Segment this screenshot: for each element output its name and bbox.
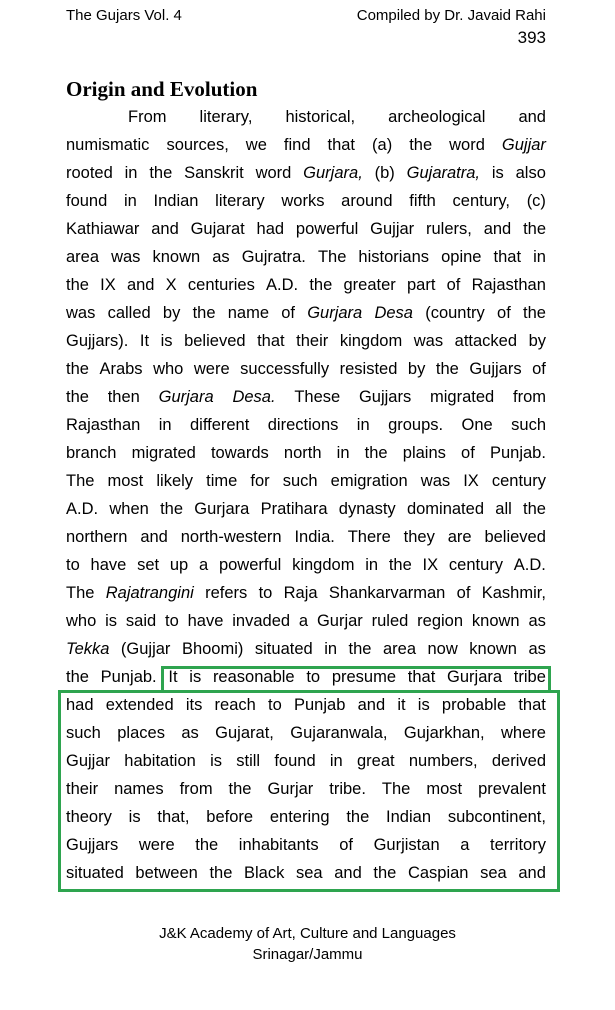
word: also xyxy=(515,164,546,182)
word: ruled xyxy=(371,612,409,630)
header-book-title: The Gujars Vol. 4 xyxy=(66,7,182,24)
word: Gujjar xyxy=(66,752,111,770)
text-line xyxy=(66,215,546,243)
word: Gujjar xyxy=(501,136,546,154)
word: known xyxy=(152,248,201,266)
word: numbers, xyxy=(408,752,478,770)
word: the xyxy=(66,388,89,406)
word: said xyxy=(125,612,157,630)
word: up xyxy=(169,556,189,574)
word: known xyxy=(469,640,517,658)
word: was xyxy=(420,472,451,490)
word: in xyxy=(336,444,350,462)
word: entering xyxy=(269,808,330,826)
word: Gujjars). xyxy=(66,332,129,350)
word: north-western xyxy=(180,528,282,546)
word: in xyxy=(365,556,379,574)
word: set xyxy=(137,556,160,574)
word: have xyxy=(187,612,224,630)
word: and xyxy=(140,528,168,546)
word: rulers, xyxy=(426,220,472,238)
word: from xyxy=(513,388,546,406)
word: who xyxy=(66,612,97,630)
text-line xyxy=(66,859,546,887)
word: and xyxy=(334,864,362,882)
text-line xyxy=(66,635,546,663)
text-line xyxy=(66,187,546,215)
word: around xyxy=(341,192,393,210)
word: kingdom xyxy=(292,556,355,574)
text-line xyxy=(66,467,546,495)
word: Shankarvarman xyxy=(328,584,446,602)
word: that xyxy=(327,136,356,154)
word: Desa. xyxy=(232,388,276,406)
word: region xyxy=(417,612,464,630)
word: Kathiawar xyxy=(66,220,140,238)
word: the xyxy=(346,808,370,826)
word: by xyxy=(407,360,426,378)
word: branch xyxy=(66,444,117,462)
word: the xyxy=(66,360,89,378)
word: refers xyxy=(205,584,248,602)
word: powerful xyxy=(295,220,359,238)
word: works xyxy=(281,192,325,210)
text-line xyxy=(66,523,546,551)
word: we xyxy=(245,136,267,154)
word: the xyxy=(66,668,89,686)
word: and xyxy=(126,276,155,294)
word: the xyxy=(149,164,173,182)
word: numismatic xyxy=(66,136,150,154)
word: as xyxy=(212,248,230,266)
text-line xyxy=(66,103,546,131)
word: in xyxy=(356,416,370,434)
word: Desa xyxy=(374,304,413,322)
word: of xyxy=(532,360,546,378)
word: the xyxy=(523,500,546,518)
word: in xyxy=(329,752,343,770)
word: It xyxy=(168,668,178,686)
word: word xyxy=(255,164,292,182)
word: The xyxy=(317,248,347,266)
word: extended xyxy=(105,696,174,714)
word: and xyxy=(357,696,386,714)
text-line xyxy=(66,495,546,523)
word: Gujjars xyxy=(358,388,412,406)
word: century xyxy=(448,556,503,574)
word: From xyxy=(128,108,167,126)
word: such xyxy=(282,472,318,490)
word: in xyxy=(158,416,172,434)
word: resisted xyxy=(339,360,398,378)
word: still xyxy=(236,752,261,770)
word: the xyxy=(435,360,459,378)
word: situated xyxy=(254,640,313,658)
word: the xyxy=(192,304,216,322)
word: believed xyxy=(184,332,246,350)
word: was xyxy=(111,248,141,266)
word: a xyxy=(298,612,309,630)
text-line xyxy=(66,383,546,411)
word: dynasty xyxy=(338,500,396,518)
word: the xyxy=(209,864,233,882)
word: who xyxy=(153,360,184,378)
word: There xyxy=(347,528,391,546)
text-line xyxy=(66,355,546,383)
page-number: 393 xyxy=(517,28,546,47)
word: IX xyxy=(422,556,439,574)
word: are xyxy=(447,528,472,546)
word: is xyxy=(189,668,202,686)
word: the xyxy=(195,836,219,854)
word: Raja xyxy=(283,584,318,602)
word: a xyxy=(198,556,209,574)
word: area xyxy=(382,640,416,658)
word: Punjab. xyxy=(489,444,546,462)
word: is xyxy=(160,332,173,350)
text-line xyxy=(66,719,546,747)
word: their xyxy=(296,332,329,350)
word: as xyxy=(528,640,546,658)
word: likely xyxy=(156,472,194,490)
text-line xyxy=(66,831,546,859)
word: century xyxy=(491,472,546,490)
word: Gujjars xyxy=(469,360,522,378)
word: then xyxy=(107,388,140,406)
word: tribe xyxy=(513,668,546,686)
word: The xyxy=(66,472,95,490)
word: when xyxy=(109,500,149,518)
word: believed xyxy=(484,528,546,546)
word: Gurjistan xyxy=(373,836,440,854)
footer-publisher: J&K Academy of Art, Culture and Languages xyxy=(159,925,456,942)
word: is xyxy=(417,696,430,714)
word: Gujjars xyxy=(66,836,119,854)
word: emigration xyxy=(330,472,408,490)
word: the xyxy=(409,136,433,154)
word: the xyxy=(523,304,546,322)
word: Rajatrangini xyxy=(105,584,194,602)
word: sea xyxy=(295,864,323,882)
word: have xyxy=(90,556,127,574)
word: The xyxy=(381,780,411,798)
word: it xyxy=(397,696,406,714)
word: in xyxy=(123,192,137,210)
word: Gujarkhan, xyxy=(403,724,485,742)
word: area xyxy=(66,248,100,266)
word: Gurjar xyxy=(316,612,363,630)
word: India. xyxy=(294,528,335,546)
word: directions xyxy=(267,416,339,434)
word: their xyxy=(66,780,99,798)
text-line xyxy=(66,803,546,831)
word: invaded xyxy=(232,612,291,630)
word: A.D. xyxy=(66,500,99,518)
word: the xyxy=(160,500,184,518)
word: and xyxy=(151,220,179,238)
word: such xyxy=(511,416,546,434)
word: called xyxy=(107,304,151,322)
word: that xyxy=(493,248,522,266)
word: of xyxy=(281,304,295,322)
footer-location: Srinagar/Jammu xyxy=(252,946,363,963)
word: Gurjara, xyxy=(303,164,363,182)
word: Gujaranwala, xyxy=(290,724,388,742)
word: powerful xyxy=(218,556,282,574)
word: names xyxy=(114,780,164,798)
word: Pratihara xyxy=(260,500,328,518)
word: had xyxy=(256,220,285,238)
word: that xyxy=(518,696,546,714)
word: migrated xyxy=(131,444,196,462)
text-line xyxy=(66,271,546,299)
word: presume xyxy=(331,668,397,686)
text-line xyxy=(66,131,546,159)
word: historians xyxy=(358,248,430,266)
word: now xyxy=(427,640,458,658)
word: the xyxy=(228,780,252,798)
word: probable xyxy=(441,696,507,714)
word: time xyxy=(206,472,238,490)
word: Kashmir, xyxy=(481,584,546,602)
word: places xyxy=(117,724,165,742)
section-title: Origin and Evolution xyxy=(66,77,258,101)
word: Gujaratra, xyxy=(406,164,481,182)
word: situated xyxy=(66,864,124,882)
word: between xyxy=(135,864,198,882)
text-line xyxy=(66,579,546,607)
word: Tekka xyxy=(66,640,110,658)
word: plains xyxy=(402,444,446,462)
word: by xyxy=(162,304,181,322)
word: known xyxy=(471,612,520,630)
word: dominated xyxy=(406,500,484,518)
word: different xyxy=(190,416,250,434)
word: its xyxy=(185,696,203,714)
word: Punjab. xyxy=(100,668,157,686)
word: subcontinent, xyxy=(447,808,546,826)
word: Gujarat xyxy=(190,220,245,238)
word: Gurjara xyxy=(447,668,503,686)
word: and xyxy=(518,864,546,882)
word: by xyxy=(528,332,546,350)
word: to xyxy=(306,668,321,686)
text-line xyxy=(66,159,546,187)
word: of xyxy=(461,444,475,462)
word: These xyxy=(294,388,341,406)
word: a xyxy=(460,836,470,854)
word: One xyxy=(461,416,493,434)
word: IX xyxy=(100,276,116,294)
word: sources, xyxy=(166,136,229,154)
word: of xyxy=(497,304,511,322)
word: before xyxy=(206,808,254,826)
text-line xyxy=(66,439,546,467)
text-line xyxy=(66,299,546,327)
word: the xyxy=(309,276,333,294)
word: were xyxy=(138,836,175,854)
word: was xyxy=(413,332,444,350)
word: prevalent xyxy=(478,780,546,798)
word: Gurjar xyxy=(267,780,314,798)
word: the xyxy=(373,864,397,882)
word: found xyxy=(66,192,108,210)
word: is xyxy=(491,164,504,182)
word: found xyxy=(274,752,316,770)
word: for xyxy=(250,472,270,490)
word: from xyxy=(179,780,213,798)
word: as xyxy=(181,724,199,742)
word: that xyxy=(407,668,436,686)
word: in xyxy=(124,164,138,182)
word: kingdom xyxy=(339,332,403,350)
word: Punjab xyxy=(294,696,346,714)
word: Gurjara xyxy=(194,500,250,518)
word: reasonable xyxy=(212,668,295,686)
word: the xyxy=(66,276,89,294)
word: The xyxy=(66,584,95,602)
word: successfully xyxy=(240,360,330,378)
word: habitation xyxy=(124,752,196,770)
word: and xyxy=(483,220,512,238)
word: A.D. xyxy=(513,556,546,574)
word: in xyxy=(533,248,546,266)
word: (a) xyxy=(372,136,393,154)
word: the xyxy=(364,444,388,462)
word: A.D. xyxy=(266,276,299,294)
word: Rajasthan xyxy=(66,416,141,434)
word: groups. xyxy=(388,416,444,434)
text-line xyxy=(66,747,546,775)
text-line xyxy=(66,663,546,691)
word: (country xyxy=(425,304,485,322)
word: is xyxy=(128,808,141,826)
word: most xyxy=(107,472,144,490)
word: were xyxy=(193,360,230,378)
text-line xyxy=(66,691,546,719)
word: derived xyxy=(491,752,546,770)
word: literary, xyxy=(199,108,253,126)
word: centuries xyxy=(187,276,255,294)
word: (Gujjar xyxy=(120,640,171,658)
word: all xyxy=(495,500,512,518)
word: Gurjara xyxy=(307,304,363,322)
word: (b) xyxy=(374,164,395,182)
word: that, xyxy=(157,808,190,826)
word: where xyxy=(501,724,546,742)
word: inhabitants xyxy=(238,836,319,854)
word: Gujjar xyxy=(370,220,415,238)
word: of xyxy=(456,584,471,602)
word: the xyxy=(523,220,546,238)
text-line xyxy=(66,411,546,439)
word: and xyxy=(518,108,546,126)
word: rooted xyxy=(66,164,113,182)
word: greater xyxy=(343,276,396,294)
word: fifth xyxy=(409,192,436,210)
word: Bhoomi) xyxy=(181,640,244,658)
word: towards xyxy=(210,444,269,462)
word: century, xyxy=(452,192,510,210)
word: to xyxy=(258,584,273,602)
word: they xyxy=(403,528,435,546)
text-line xyxy=(66,607,546,635)
word: territory xyxy=(490,836,546,854)
word: of xyxy=(446,276,461,294)
word: to xyxy=(268,696,282,714)
word: IX xyxy=(463,472,479,490)
word: opine xyxy=(441,248,482,266)
word: literary xyxy=(215,192,265,210)
word: Rajasthan xyxy=(471,276,546,294)
word: such xyxy=(66,724,101,742)
word: theory xyxy=(66,808,112,826)
word: to xyxy=(165,612,179,630)
word: Black xyxy=(244,864,285,882)
word: the xyxy=(388,556,412,574)
word: north xyxy=(283,444,322,462)
word: most xyxy=(426,780,463,798)
word: Indian xyxy=(386,808,432,826)
word: is xyxy=(105,612,118,630)
word: migrated xyxy=(430,388,495,406)
word: attacked xyxy=(454,332,518,350)
body-paragraph xyxy=(66,103,546,887)
word: to xyxy=(66,556,80,574)
word: Gujratra. xyxy=(241,248,306,266)
word: had xyxy=(66,696,94,714)
text-line xyxy=(66,775,546,803)
word: historical, xyxy=(285,108,356,126)
word: Arabs xyxy=(99,360,143,378)
word: Gurjara xyxy=(158,388,214,406)
word: sea xyxy=(480,864,507,882)
word: great xyxy=(356,752,395,770)
word: was xyxy=(66,304,96,322)
word: find xyxy=(283,136,311,154)
word: X xyxy=(165,276,177,294)
word: word xyxy=(449,136,485,154)
text-line xyxy=(66,327,546,355)
word: of xyxy=(339,836,353,854)
word: the xyxy=(348,640,372,658)
word: archeological xyxy=(388,108,486,126)
word: tribe. xyxy=(329,780,366,798)
word: Sanskrit xyxy=(184,164,244,182)
text-line xyxy=(66,551,546,579)
word: It xyxy=(139,332,150,350)
word: part xyxy=(406,276,436,294)
word: northern xyxy=(66,528,128,546)
word: reach xyxy=(214,696,256,714)
word: (c) xyxy=(526,192,546,210)
word: is xyxy=(210,752,222,770)
word: Gujarat, xyxy=(215,724,274,742)
word: as xyxy=(528,612,546,630)
header-compiler: Compiled by Dr. Javaid Rahi xyxy=(356,7,546,24)
word: in xyxy=(324,640,338,658)
word: Indian xyxy=(153,192,199,210)
word: Caspian xyxy=(407,864,469,882)
text-line xyxy=(66,243,546,271)
word: name xyxy=(227,304,269,322)
word: that xyxy=(257,332,285,350)
